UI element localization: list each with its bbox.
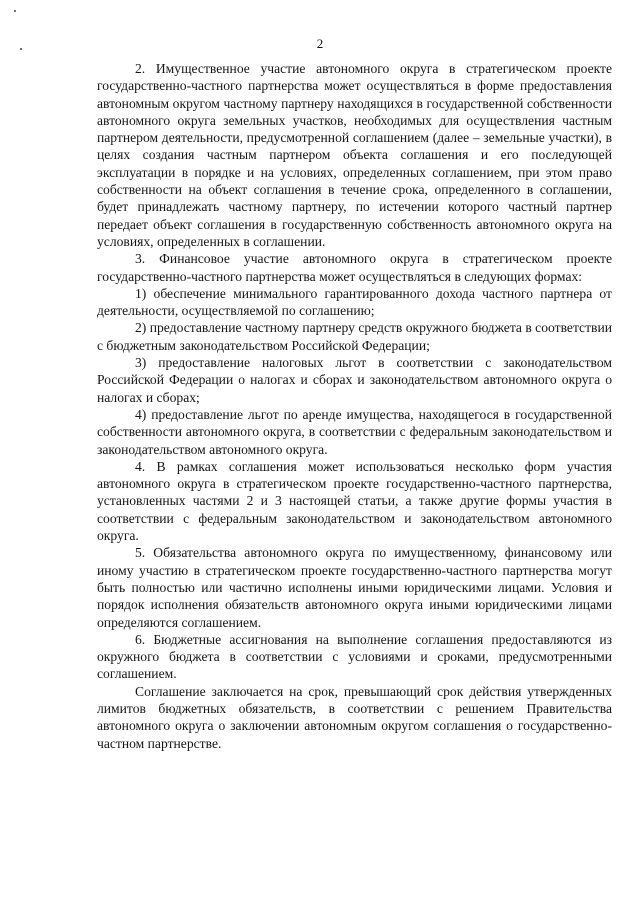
list-item-2: 2) предоставление частному партнеру средств окружного бюджета в соответствии с бюджетным законодательством Российской Федерации; bbox=[97, 320, 612, 353]
paragraph-part-2: 2. Имущественное участие автономного округа в стратегическом проекте государственно-частного партнерства может осуществляться в форме предоставления автономным округом частному партнеру находящихся в государственной собственности автономного округа земельных участков, необходимых для осуществления частным партнером деятельности, предусмотренной соглашением (далее – земельные участки), в целях создания частным партнером объекта соглашения и его последующей эксплуатации в порядке и на условиях, определенных соглашением, при этом право собственности на объект соглашения в течение срока, определенного в соглашении, будет принадлежать частному партнеру, по истечении которого частный партнер передает объект соглашения в государственную собственность автономного округа на условиях, определенных в соглашении. bbox=[97, 61, 612, 249]
paragraph-part-6: 6. Бюджетные ассигнования на выполнение соглашения предоставляются из окружного бюджета в соответствии с условиями и сроками, предусмотренными соглашением. bbox=[97, 631, 612, 682]
paragraph-part-3: 3. Финансовое участие автономного округа в стратегическом проекте государственно-частного партнерства может осуществляться в следующих формах: bbox=[97, 251, 612, 284]
paragraph-part-4: 4. В рамках соглашения может использоваться несколько форм участия автономного округа в стратегическом проекте государственно-частного партнерства, установленных частями 2 и 3 настоящей статьи, а также другие формы участия в соответствии с федеральным законодательством и законодательством автономного округа. bbox=[97, 458, 612, 544]
list-item-1: 1) обеспечение минимального гарантированного дохода частного партнера от деятельности, осуществляемой по соглашению; bbox=[97, 285, 612, 319]
scan-speck bbox=[14, 10, 16, 12]
list-item-3: 3) предоставление налоговых льгот в соответствии с законодательством Российской Федерации о налогах и сборах и законодательством автономного округа о налогах и сборах; bbox=[97, 355, 612, 405]
paragraph-agreement-term: Соглашение заключается на срок, превышающий срок действия утвержденных лимитов бюджетных обязательств, в соответствии с решением Правительства автономного округа о заключении автономным округом соглашения о государственно-частном партнерстве. bbox=[97, 683, 612, 751]
document-body bbox=[97, 60, 612, 752]
paragraph-part-5: 5. Обязательства автономного округа по имущественному, финансовому или иному участию в стратегическом проекте государственно-частного партнерства могут быть полностью или частично исполнены иными юридическими лицами. Условия и порядок исполнения обязательств автономного округа иными юридическими лицами определяются соглашением. bbox=[97, 545, 612, 630]
list-item-4: 4) предоставление льгот по аренде имущества, находящегося в государственной собственности автономного округа, в соответствии с федеральным законодательством и законодательством автономного округа. bbox=[97, 406, 612, 457]
page-number: 2 bbox=[316, 36, 324, 51]
